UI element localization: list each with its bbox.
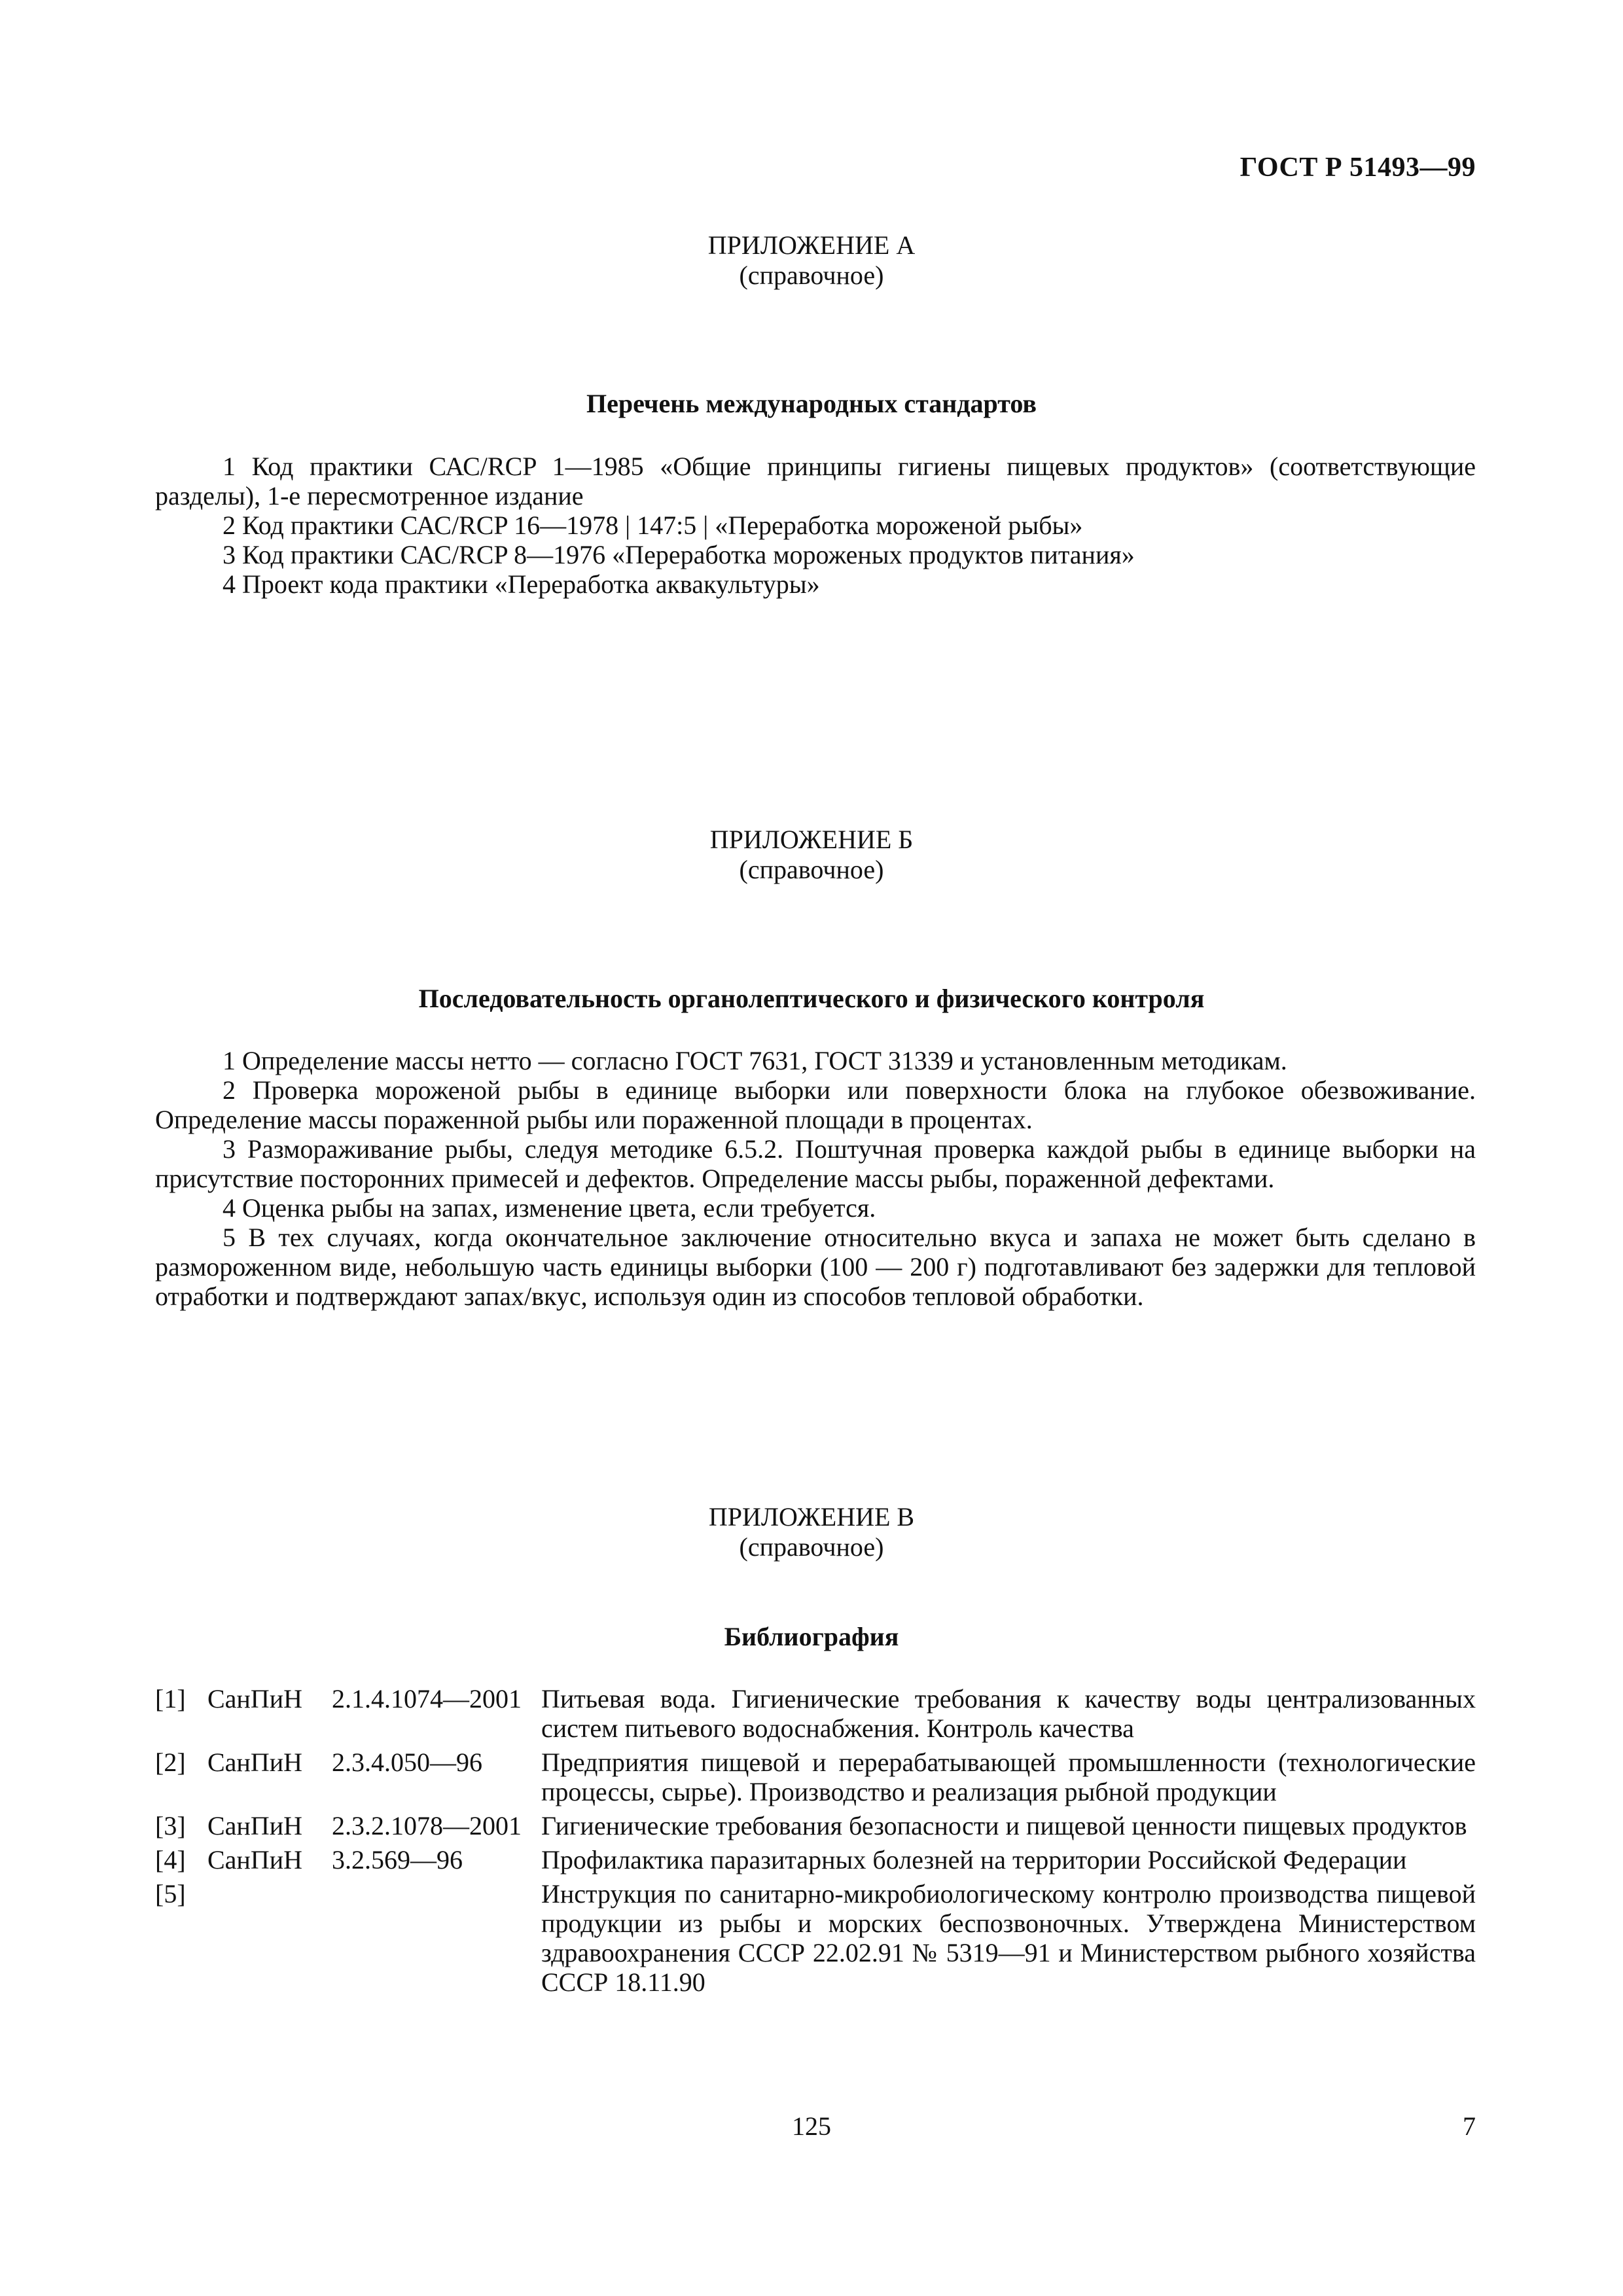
list-item: 2 Проверка мороженой рыбы в единице выборки или поверхности блока на глубокое обезвоживание. Определение массы пораженной рыбы или пораженной площади в процентах. <box>155 1075 1476 1134</box>
entry-document <box>207 1684 541 1743</box>
entry-document <box>207 1845 541 1874</box>
entry-code: 2.3.4.050—96 <box>332 1748 482 1777</box>
entry-type: СанПиН <box>207 1748 303 1777</box>
entry-number: [4] <box>155 1845 186 1874</box>
entry-number: [3] <box>155 1811 186 1840</box>
entry-text: Предприятия пищевой и перерабатывающей промышленности (технологические процессы, сырье). Производство и реализация рыбной продукции <box>541 1748 1476 1806</box>
list-item: 4 Оценка рыбы на запах, изменение цвета, если требуется. <box>223 1193 876 1223</box>
page-number-right: 7 <box>1463 2111 1476 2141</box>
bibliography-entry <box>155 1811 1476 1840</box>
bibliography-entry <box>155 1879 1476 1997</box>
entry-number: [2] <box>155 1748 186 1777</box>
document-code: ГОСТ Р 51493—99 <box>1240 152 1476 183</box>
bibliography-entry <box>155 1845 1476 1874</box>
entry-text: Профилактика паразитарных болезней на территории Российской Федерации <box>541 1845 1407 1874</box>
entry-document <box>207 1748 541 1806</box>
appendix-b-subtitle: (справочное) <box>739 855 884 884</box>
appendix-v-header <box>0 1502 1623 1562</box>
entry-code: 2.3.2.1078—2001 <box>332 1811 522 1840</box>
appendix-v-heading: Библиография <box>724 1622 899 1651</box>
entry-number: [5] <box>155 1879 186 1909</box>
appendix-b-header <box>0 825 1623 885</box>
entry-type: СанПиН <box>207 1811 303 1840</box>
entry-code: 2.1.4.1074—2001 <box>332 1684 522 1713</box>
appendix-a-subtitle: (справочное) <box>739 260 884 290</box>
entry-type: СанПиН <box>207 1684 303 1713</box>
bibliography-list <box>155 1684 1476 2001</box>
appendix-v-title: ПРИЛОЖЕНИЕ В <box>708 1502 915 1532</box>
entry-document <box>207 1879 541 1997</box>
entry-text: Гигиенические требования безопасности и пищевой ценности пищевых продуктов <box>541 1811 1467 1840</box>
page-number-center: 125 <box>792 2111 831 2141</box>
entry-type: СанПиН <box>207 1845 303 1874</box>
entry-document <box>207 1811 541 1840</box>
entry-text: Питьевая вода. Гигиенические требования к качеству воды централизованных систем питьевого водоснабжения. Контроль качества <box>541 1684 1476 1743</box>
list-item: 1 Определение массы нетто — согласно ГОСТ 7631, ГОСТ 31339 и установленным методикам. <box>223 1046 1287 1075</box>
bibliography-entry <box>155 1684 1476 1743</box>
entry-number: [1] <box>155 1684 186 1713</box>
list-item: 1 Код практики САС/RCP 1—1985 «Общие принципы гигиены пищевых продуктов» (соответствующие разделы), 1-е пересмотренное издание <box>155 452 1476 511</box>
list-item: 3 Код практики САС/RCP 8—1976 «Переработка мороженых продуктов питания» <box>223 540 1135 569</box>
bibliography-entry <box>155 1748 1476 1806</box>
appendix-a-title: ПРИЛОЖЕНИЕ А <box>707 230 916 260</box>
appendix-b-list <box>155 1046 1476 1311</box>
appendix-v-subtitle: (справочное) <box>739 1532 884 1562</box>
list-item: 3 Размораживание рыбы, следуя методике 6.5.2. Поштучная проверка каждой рыбы в единице выборки на присутствие посторонних примесей и дефектов. Определение массы рыбы, пораженной дефектами. <box>155 1134 1476 1193</box>
list-item: 5 В тех случаях, когда окончательное заключение относительно вкуса и запаха не может быть сделано в размороженном виде, небольшую часть единицы выборки (100 — 200 г) подготавливают без задержки для тепловой отработки и подтверждают запах/вкус, используя один из способов тепловой обработки. <box>155 1223 1476 1311</box>
appendix-b-title: ПРИЛОЖЕНИЕ Б <box>709 825 914 854</box>
entry-code: 3.2.569—96 <box>332 1845 463 1874</box>
appendix-a-header <box>0 230 1623 291</box>
entry-text: Инструкция по санитарно-микробиологическому контролю производства пищевой продукции из рыбы и морских беспозвоночных. Утверждена Министерством здравоохранения СССР 22.02.91 № 5319—91 и Министерством рыбного хозяйства СССР 18.11.90 <box>541 1879 1476 1997</box>
appendix-b-heading: Последовательность органолептического и физического контроля <box>418 984 1205 1013</box>
appendix-a-heading: Перечень международных стандартов <box>586 389 1037 418</box>
list-item: 4 Проект кода практики «Переработка аквакультуры» <box>223 569 820 599</box>
list-item: 2 Код практики САС/RCP 16—1978 | 147:5 | «Переработка мороженой рыбы» <box>223 511 1083 540</box>
appendix-a-list <box>155 452 1476 599</box>
